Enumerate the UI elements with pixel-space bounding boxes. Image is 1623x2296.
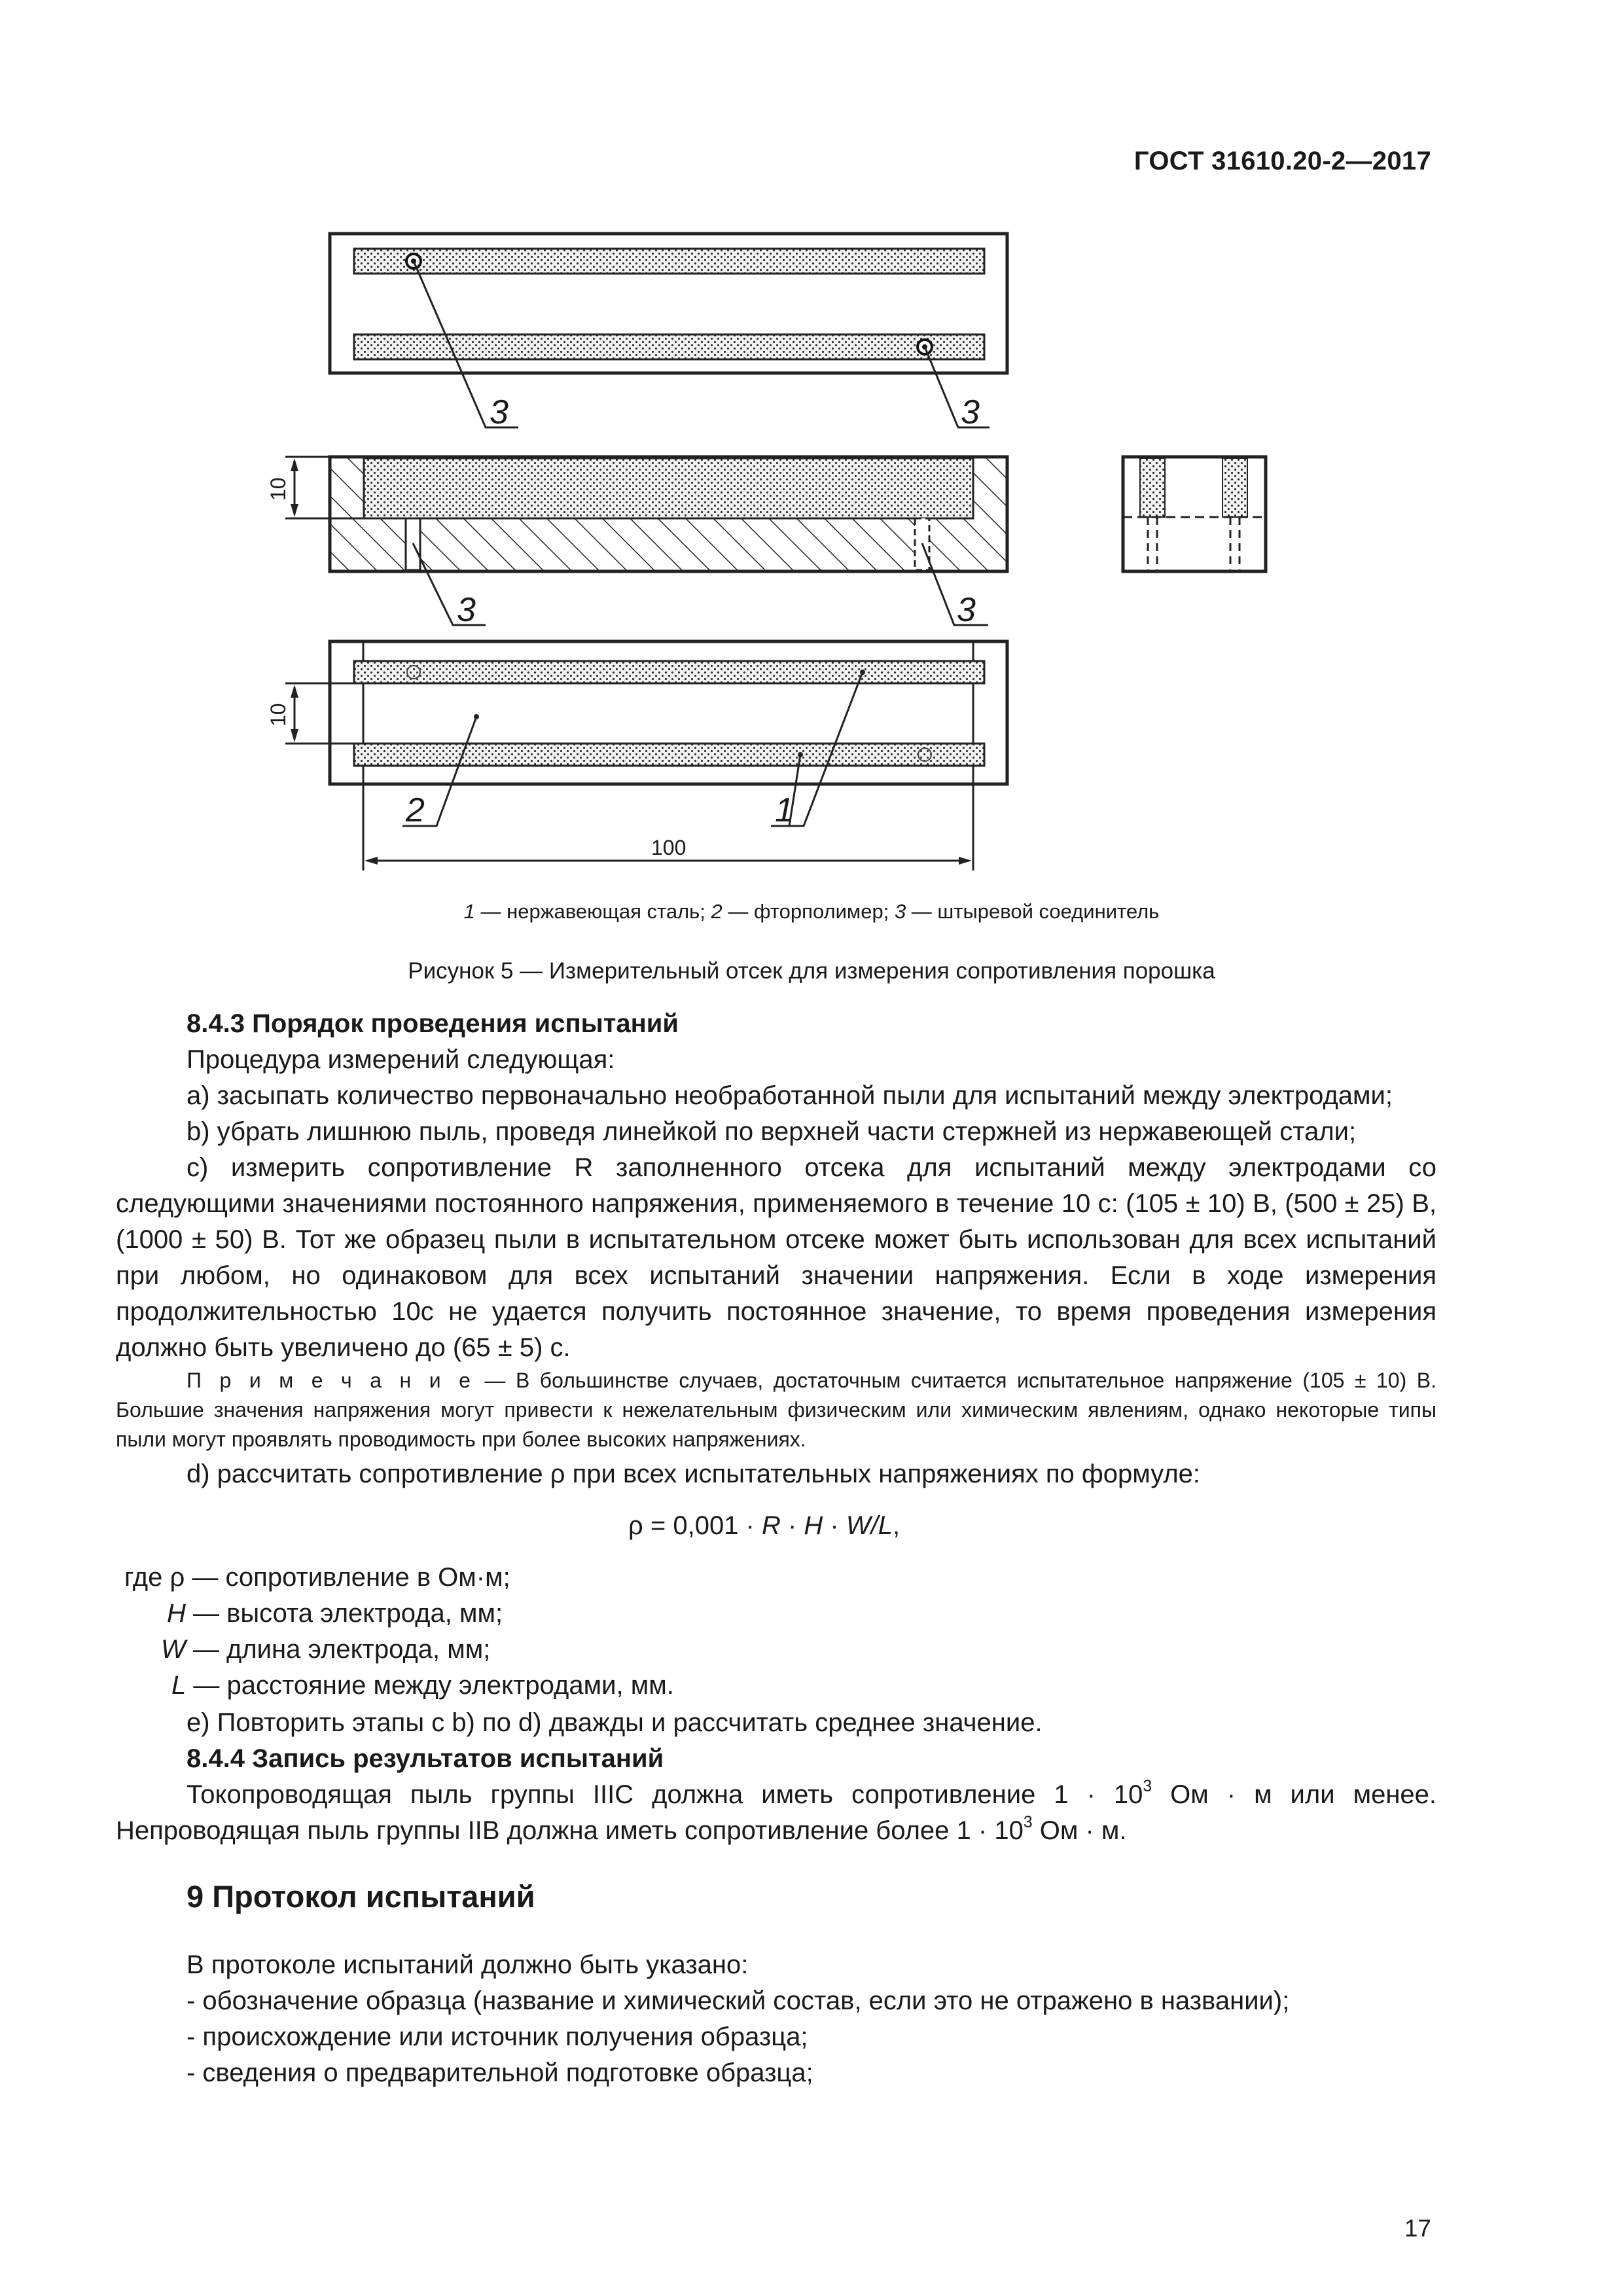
section-9-heading: 9 Протокол испытаний <box>187 1879 535 1914</box>
step-a: a) засыпать количество первоначально необработанной пыли для испытаний между электродами; <box>187 1081 1393 1110</box>
dimension-100: 100 <box>651 836 687 859</box>
section-8-4-3-heading: 8.4.3 Порядок проведения испытаний <box>187 1009 679 1038</box>
plan-view-diagram <box>266 641 1007 870</box>
page-number: 17 <box>1404 2215 1431 2242</box>
step-e: e) Повторить этапы с b) по d) дважды и рассчитать среднее значение. <box>187 1708 1043 1737</box>
definition-l: L — расстояние между электродами, мм. <box>171 1671 674 1700</box>
list-item: - сведения о предварительной подготовке образца; <box>187 2058 813 2087</box>
definition-h: H — высота электрода, мм; <box>167 1599 503 1628</box>
document-header: ГОСТ 31610.20-2—2017 <box>1133 147 1431 175</box>
report-intro: В протоколе испытаний должно быть указано: <box>187 1950 749 1979</box>
dimension-10-section: 10 <box>266 477 290 501</box>
section-view-diagram <box>266 457 1007 629</box>
section-8-4-4-heading: 8.4.4 Запись результатов испытаний <box>187 1744 664 1773</box>
list-item: - происхождение или источник получения образца; <box>187 2022 808 2051</box>
callout-3-b: 3 <box>961 393 980 431</box>
definition-rho: где ρ — сопротивление в Ом·м; <box>124 1563 510 1592</box>
step-d: d) рассчитать сопротивление ρ при всех испытательных напряжениях по формуле: <box>187 1460 1201 1488</box>
end-view-diagram <box>1123 457 1266 571</box>
dimension-10-plan: 10 <box>266 703 290 726</box>
figure-5-drawing <box>0 0 1623 969</box>
figure-legend: 1 — нержавеющая сталь; 2 — фторполимер; 3 — штыревой соединитель <box>463 900 1160 923</box>
callout-3-d: 3 <box>957 591 976 629</box>
top-view-diagram <box>330 234 1007 431</box>
callout-2: 2 <box>406 791 425 829</box>
definition-w: W — длина электрода, мм; <box>161 1635 491 1664</box>
callout-3-a: 3 <box>490 393 508 431</box>
callout-1: 1 <box>775 791 794 829</box>
figure-caption: Рисунок 5 — Измерительный отсек для измерения сопротивления порошка <box>408 958 1215 984</box>
callout-3-c: 3 <box>457 591 476 629</box>
step-b: b) убрать лишнюю пыль, проведя линейкой по верхней части стержней из нержавеющей стали; <box>187 1117 1357 1146</box>
procedure-intro: Процедура измерений следующая: <box>187 1045 615 1074</box>
formula: ρ = 0,001 · R · H · W/L, <box>628 1511 901 1540</box>
step-c: c) измерить сопротивление R заполненного отсека для испытаний между электродами со следующими значениями постоянного напряжения, применяемого в течение 10 с: (105 ± 10) В, (500 ± 25) В, (1000 ± 50) В. Тот же образец пыли в испытательном отсеке может быть использован для всех испытаний при любом, но одинаковом для всех испытаний значении напряжения. Если в ходе измерения продолжительностью 10с не удается получить постоянное значение, то время проведения измерения должно быть увеличено до (65 ± 5) с. <box>116 1153 1436 1362</box>
note: П р и м е ч а н и е — В большинстве случаев, достаточным считается испытательное напряжение (105 ± 10) В. Большие значения напряжения могут привести к нежелательным физическим или химическим явлениям, однако некоторые типы пыли могут проявлять проводимость при более высоких напряжениях. <box>116 1369 1437 1451</box>
results-paragraph: Токопроводящая пыль группы IIIC должна иметь сопротивление $1 \cdot 10^3$ Ом · м или менее. Непроводящая пыль группы IIB должна иметь сопротивление более $1 \cdot 10^3$ Ом · м. <box>116 1777 1437 1845</box>
list-item: - обозначение образца (название и химический состав, если это не отражено в названии); <box>187 1986 1290 2015</box>
